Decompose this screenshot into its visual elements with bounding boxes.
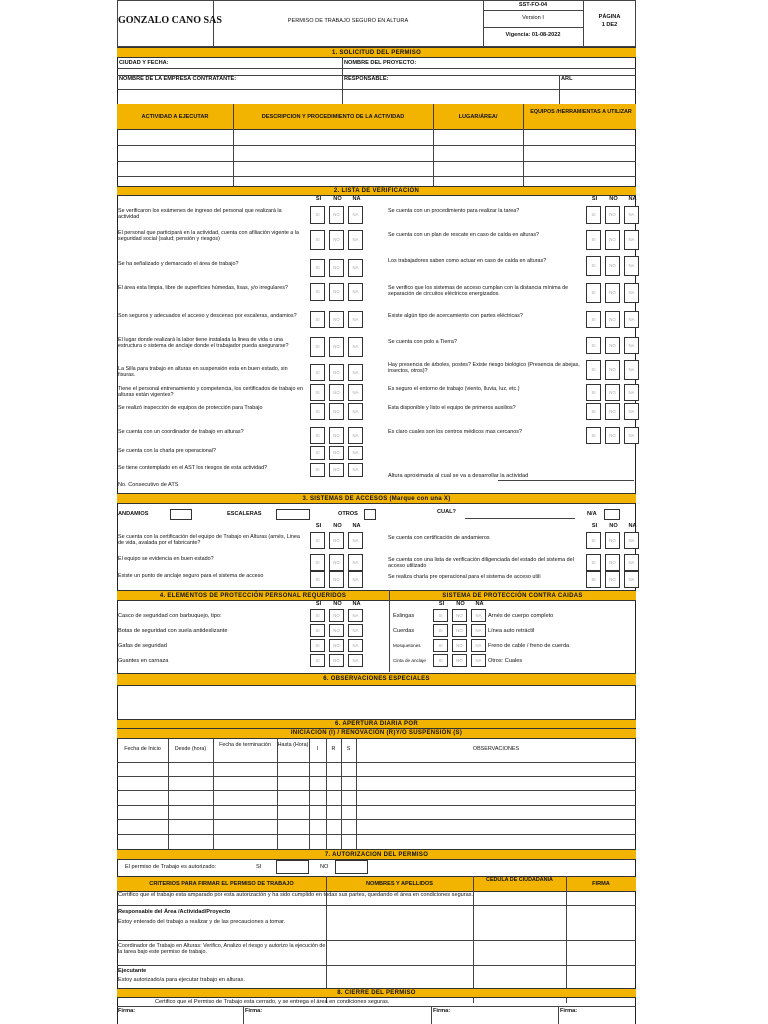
col-no-label: NO bbox=[333, 601, 342, 607]
col-si-label: SI bbox=[438, 601, 445, 607]
check-right-7: Hay presencia de árboles, postes? Existe riesgo biológico (Presencia de abejas, insectos, otros)? bbox=[388, 362, 580, 375]
check-left-12-si-checkbox[interactable]: SI bbox=[310, 463, 325, 477]
section-6b-title: 6. APERTURA DIARIA POR bbox=[117, 719, 636, 729]
col-si-label: SI bbox=[591, 523, 598, 529]
fall-mid-4: Cinta de anclaje bbox=[393, 658, 426, 663]
check-right-1-si-checkbox[interactable]: SI bbox=[586, 206, 601, 224]
access-right-1-na-checkbox[interactable]: NA bbox=[624, 532, 639, 549]
col-na-label: NA bbox=[628, 523, 637, 529]
check-right-6-no-checkbox[interactable]: NO bbox=[605, 337, 620, 354]
check-right-2: Se cuenta con un plan de rescate en caso de caída en alturas? bbox=[388, 232, 540, 238]
apertura-col-5: I bbox=[316, 746, 319, 752]
access-left-1-na-checkbox[interactable]: NA bbox=[348, 532, 363, 549]
check-left-3-si-checkbox[interactable]: SI bbox=[310, 259, 325, 277]
check-left-11-no-checkbox[interactable]: NO bbox=[329, 446, 344, 460]
check-left-11-si-checkbox[interactable]: SI bbox=[310, 446, 325, 460]
ppe-3-na-checkbox[interactable]: NA bbox=[348, 639, 363, 652]
apertura-row bbox=[117, 805, 636, 806]
access-left-2-no-checkbox[interactable]: NO bbox=[329, 554, 344, 571]
check-right-3: Los trabajadores saben como actuar en caso de caída en alturas? bbox=[388, 258, 547, 264]
check-right-9-si-checkbox[interactable]: SI bbox=[586, 403, 601, 420]
check-left-8: Tiene el personal entrenamiento y competencia, los certificados de trabajo en alturas están vigentes? bbox=[118, 386, 303, 399]
access-right-3-no-checkbox[interactable]: NO bbox=[605, 571, 620, 588]
col-no-label: NO bbox=[609, 523, 618, 529]
check-left-9-na-checkbox[interactable]: NA bbox=[348, 403, 363, 420]
col-na-label: NA bbox=[352, 523, 361, 529]
check-left-4: El área esta limpia, libre de superficies húmedas, lisas, y/o irregulares? bbox=[118, 285, 288, 291]
ejecutante-title: Ejecutante bbox=[118, 968, 147, 974]
check-left-3-no-checkbox[interactable]: NO bbox=[329, 259, 344, 277]
check-right-6: Se cuenta con polo a Tierra? bbox=[388, 339, 457, 345]
ppe-3-no-checkbox[interactable]: NO bbox=[329, 639, 344, 652]
check-left-11-na-checkbox[interactable]: NA bbox=[348, 446, 363, 460]
apertura-col-3: Fecha de terminación bbox=[219, 742, 271, 748]
check-left-8-no-checkbox[interactable]: NO bbox=[329, 384, 344, 401]
check-left-5-no-checkbox[interactable]: NO bbox=[329, 311, 344, 328]
check-left-7-si-checkbox[interactable]: SI bbox=[310, 364, 325, 381]
check-left-5-na-checkbox[interactable]: NA bbox=[348, 311, 363, 328]
fall-mid-3-na-checkbox[interactable]: NA bbox=[471, 639, 486, 652]
check-right-7-si-checkbox[interactable]: SI bbox=[586, 360, 601, 380]
apertura-col-divider bbox=[277, 739, 278, 849]
check-left-5: Son seguros y adecuados el acceso y descenso por escaleras, andamios? bbox=[118, 313, 297, 319]
ppe-3: Gafas de seguridad bbox=[118, 643, 167, 649]
check-left-2-na-checkbox[interactable]: NA bbox=[348, 230, 363, 250]
check-right-6-na-checkbox[interactable]: NA bbox=[624, 337, 639, 354]
section-6-title: 6. OBSERVACIONES ESPECIALES bbox=[117, 673, 636, 686]
apertura-col-2: Desde (hora) bbox=[174, 746, 207, 752]
section-6b-subtitle: INICIACIÓN (I) / RENOVACIÓN (R)Y/O SUSPENSIÓN (S) bbox=[117, 729, 636, 739]
check-right-4-no-checkbox[interactable]: NO bbox=[605, 283, 620, 303]
access-left-1-no-checkbox[interactable]: NO bbox=[329, 532, 344, 549]
apertura-col-divider bbox=[213, 739, 214, 849]
access-right-1-no-checkbox[interactable]: NO bbox=[605, 532, 620, 549]
check-left-4-na-checkbox[interactable]: NA bbox=[348, 283, 363, 301]
check-right-9: Esta disponible y listo el equipo de primeros auxilios? bbox=[388, 405, 516, 411]
access-right-1-si-checkbox[interactable]: SI bbox=[586, 532, 601, 549]
apertura-row bbox=[117, 790, 636, 791]
access-right-3-si-checkbox[interactable]: SI bbox=[586, 571, 601, 588]
check-left-3-na-checkbox[interactable]: NA bbox=[348, 259, 363, 277]
autorizado-si-box[interactable] bbox=[276, 860, 309, 874]
check-left-7-no-checkbox[interactable]: NO bbox=[329, 364, 344, 381]
proyecto-label: NOMBRE DEL PROYECTO: bbox=[344, 60, 417, 66]
check-right-2-no-checkbox[interactable]: NO bbox=[605, 230, 620, 250]
col-descripcion: DESCRIPCION Y PROCEDIMIENTO DE LA ACTIVIDAD bbox=[261, 114, 405, 120]
ppe-2: Botas de seguridad con suela antideslizante bbox=[118, 628, 228, 634]
cedula-col: CEDULA DE CIUDADANIA bbox=[486, 877, 553, 883]
apertura-col-divider bbox=[309, 739, 310, 849]
check-right-10-na-checkbox[interactable]: NA bbox=[624, 427, 639, 444]
check-left-7: La Silla para trabajo en alturas en suspensión esta en buen estado, sin fisuras. bbox=[118, 366, 288, 379]
ppe-1-si-checkbox[interactable]: SI bbox=[310, 609, 325, 622]
ppe-4-si-checkbox[interactable]: SI bbox=[310, 654, 325, 667]
check-right-8-na-checkbox[interactable]: NA bbox=[624, 384, 639, 401]
otros-label: OTROS bbox=[338, 511, 358, 517]
check-left-9-si-checkbox[interactable]: SI bbox=[310, 403, 325, 420]
apertura-col-divider bbox=[326, 739, 327, 849]
cierre-firma-1: Firma: bbox=[118, 1008, 136, 1014]
fall-right-1: Arnés de cuerpo completo bbox=[488, 613, 554, 619]
section-4-title: 4. ELEMENTOS DE PROTECCIÓN PERSONAL REQUERIDOS bbox=[117, 590, 389, 601]
check-left-10-no-checkbox[interactable]: NO bbox=[329, 427, 344, 444]
check-left-10-na-checkbox[interactable]: NA bbox=[348, 427, 363, 444]
certifico-text: Certifico que el trabajo esta amparado por esta autorización y ha sido cumplido en todas sus partes, quedando el área en condiciones seguras. bbox=[118, 892, 474, 898]
col-si-label: SI bbox=[315, 601, 322, 607]
check-left-4-no-checkbox[interactable]: NO bbox=[329, 283, 344, 301]
apertura-col-4: Hasta (Hora) bbox=[277, 742, 309, 748]
coordinador-desc: Coordinador de Trabajo en Alturas: Verifico, Analizo el riesgo y autorizo la ejecución de la tarea bajo este permiso de trabajo. bbox=[118, 943, 326, 956]
check-left-6-si-checkbox[interactable]: SI bbox=[310, 337, 325, 357]
responsable-desc: Estoy enterado del trabajo a realizar y de las precauciones a tomar. bbox=[118, 919, 286, 925]
escaleras-box[interactable] bbox=[276, 509, 310, 520]
nombres-col: NOMBRES Y APELLIDOS bbox=[365, 881, 434, 887]
cierre-firma-2: Firma: bbox=[245, 1008, 263, 1014]
form-version: Version I bbox=[522, 15, 544, 21]
fall-mid-1: Eslingas bbox=[393, 613, 415, 619]
section-8-title: 8. CIERRE DEL PERMISO bbox=[117, 988, 636, 998]
check-left-6: El lugar donde realizará la labor tiene instalada la linea de vida o una estructura o sistema de anclaje donde el trabajador pueda asegurarse? bbox=[118, 337, 289, 350]
access-right-1: Se cuenta con certificación de andamieros bbox=[388, 535, 490, 541]
autorizado-no-box[interactable] bbox=[335, 860, 368, 874]
ppe-4-na-checkbox[interactable]: NA bbox=[348, 654, 363, 667]
autorizado-si: SI bbox=[256, 864, 262, 870]
check-right-1: Se cuenta con un procedimiento para realizar la tarea? bbox=[388, 208, 520, 214]
form-vigencia: Vigencia: 01-08-2022 bbox=[505, 32, 561, 38]
apertura-col-divider bbox=[341, 739, 342, 849]
fall-right-3: Freno de cable / freno de cuerda bbox=[488, 643, 570, 649]
fall-mid-3-no-checkbox[interactable]: NO bbox=[452, 639, 467, 652]
col-actividad: ACTIVIDAD A EJECUTAR bbox=[141, 114, 209, 120]
apertura-col-8: OBSERVACIONES bbox=[472, 746, 520, 752]
section-2-title: 2. LISTA DE VERIFICACIÓN bbox=[117, 186, 636, 196]
check-left-6-no-checkbox[interactable]: NO bbox=[329, 337, 344, 357]
fall-mid-2-na-checkbox[interactable]: NA bbox=[471, 624, 486, 637]
ppe-1: Casco de seguridad con barbuquejo, tipo: bbox=[118, 613, 222, 619]
ppe-4: Guantes en carnaza bbox=[118, 658, 169, 664]
andamios-box[interactable] bbox=[170, 509, 192, 520]
andamios-label: ANDAMIOS bbox=[118, 511, 149, 517]
check-left-12: Se tiene contemplado en el AST los riesgos de esta actividad? bbox=[118, 465, 268, 471]
na-label: N/A bbox=[587, 511, 597, 517]
check-left-1: Se verificaron los exámenes de ingreso del personal que realizará la actividad bbox=[118, 208, 282, 221]
col-na-label: NA bbox=[628, 196, 637, 202]
apertura-col-1: Fecha de Inicio bbox=[124, 746, 161, 752]
arl-label: ARL bbox=[561, 76, 573, 82]
access-left-2-na-checkbox[interactable]: NA bbox=[348, 554, 363, 571]
apertura-row bbox=[117, 762, 636, 763]
check-left-2-no-checkbox[interactable]: NO bbox=[329, 230, 344, 250]
cierre-divider bbox=[243, 1006, 244, 1024]
check-right-9-na-checkbox[interactable]: NA bbox=[624, 403, 639, 420]
ppe-2-si-checkbox[interactable]: SI bbox=[310, 624, 325, 637]
check-right-4-si-checkbox[interactable]: SI bbox=[586, 283, 601, 303]
fall-mid-3-si-checkbox[interactable]: SI bbox=[433, 639, 448, 652]
fall-right-4: Otros: Cuales bbox=[488, 658, 523, 664]
form-title: PERMISO DE TRABAJO SEGURO EN ALTURA bbox=[287, 18, 409, 24]
fall-mid-2-si-checkbox[interactable]: SI bbox=[433, 624, 448, 637]
access-right-2: Se cuenta con una lista de verificación diligenciada del estado del sistema del acceso utilizado bbox=[388, 557, 574, 570]
check-left-3: Se ha señalizado y demarcado el área de trabajo? bbox=[118, 261, 239, 267]
check-left-12-no-checkbox[interactable]: NO bbox=[329, 463, 344, 477]
access-left-3-no-checkbox[interactable]: NO bbox=[329, 571, 344, 588]
check-right-4-na-checkbox[interactable]: NA bbox=[624, 283, 639, 303]
check-left-1-si-checkbox[interactable]: SI bbox=[310, 206, 325, 224]
access-left-3-na-checkbox[interactable]: NA bbox=[348, 571, 363, 588]
access-right-3: Se realiza charla pre operacional para el sistema de acceso utili bbox=[388, 574, 541, 580]
apertura-col-6: R bbox=[331, 746, 336, 752]
col-si-label: SI bbox=[315, 523, 322, 529]
ejecutante-desc: Estoy autorizado/a para ejecutar trabajo en alturas. bbox=[118, 977, 245, 983]
ppe-1-na-checkbox[interactable]: NA bbox=[348, 609, 363, 622]
check-right-8: Es seguro el entorno de trabajo (viento, lluvia, luz, etc.) bbox=[388, 386, 520, 392]
check-left-10-si-checkbox[interactable]: SI bbox=[310, 427, 325, 444]
check-right-7-no-checkbox[interactable]: NO bbox=[605, 360, 620, 380]
access-right-2-no-checkbox[interactable]: NO bbox=[605, 554, 620, 571]
check-left-1-na-checkbox[interactable]: NA bbox=[348, 206, 363, 224]
fall-mid-2: Cuerdas bbox=[393, 628, 415, 634]
check-left-7-na-checkbox[interactable]: NA bbox=[348, 364, 363, 381]
col-na-label: NA bbox=[475, 601, 484, 607]
access-left-2-si-checkbox[interactable]: SI bbox=[310, 554, 325, 571]
cierre-divider bbox=[558, 1006, 559, 1024]
fall-mid-1-no-checkbox[interactable]: NO bbox=[452, 609, 467, 622]
col-no-label: NO bbox=[333, 196, 342, 202]
check-left-5-si-checkbox[interactable]: SI bbox=[310, 311, 325, 328]
fall-mid-4-no-checkbox[interactable]: NO bbox=[452, 654, 467, 667]
check-right-3-si-checkbox[interactable]: SI bbox=[586, 256, 601, 276]
check-left-2-si-checkbox[interactable]: SI bbox=[310, 230, 325, 250]
firma-col: FIRMA bbox=[592, 881, 610, 887]
check-right-8-si-checkbox[interactable]: SI bbox=[586, 384, 601, 401]
autorizado-no: NO bbox=[320, 864, 329, 870]
escaleras-label: ESCALERAS bbox=[227, 511, 262, 517]
cierre-text: Certifico que el Permiso de Trabajo esta cerrado, y se entrega el área en condiciones seguras. bbox=[155, 999, 390, 1005]
section-7-title: 7. AUTORIZACION DEL PERMISO bbox=[117, 849, 636, 860]
access-left-2: El equipo se evidencia en buen estado? bbox=[118, 556, 214, 562]
col-equipos: EQUIPOS /HERRAMIENTAS A UTILIZAR bbox=[530, 109, 632, 115]
check-right-5-si-checkbox[interactable]: SI bbox=[586, 311, 601, 328]
access-right-3-na-checkbox[interactable]: NA bbox=[624, 571, 639, 588]
check-right-3-no-checkbox[interactable]: NO bbox=[605, 256, 620, 276]
empresa-label: NOMBRE DE LA EMPRESA CONTRATANTE: bbox=[119, 76, 237, 82]
ciudad-fecha-label: CIUDAD Y FECHA: bbox=[119, 60, 169, 66]
access-left-1-si-checkbox[interactable]: SI bbox=[310, 532, 325, 549]
ppe-2-no-checkbox[interactable]: NO bbox=[329, 624, 344, 637]
check-left-4-si-checkbox[interactable]: SI bbox=[310, 283, 325, 301]
criterios-col: CRITERIOS PARA FIRMAR EL PERMISO DE TRABAJO bbox=[149, 881, 294, 887]
ppe-1-no-checkbox[interactable]: NO bbox=[329, 609, 344, 622]
apertura-row bbox=[117, 819, 636, 820]
cierre-firma-3: Firma: bbox=[433, 1008, 451, 1014]
autorizado-label: El permiso de Trabajo es autorizado: bbox=[125, 864, 217, 870]
access-left-3-si-checkbox[interactable]: SI bbox=[310, 571, 325, 588]
access-left-1: Se cuenta con la certificación del equipo de Trabajo en Alturas (arnés, Linea de vida, avalada por el fabricante? bbox=[118, 534, 300, 547]
check-right-1-na-checkbox[interactable]: NA bbox=[624, 206, 639, 224]
check-left-11: Se cuenta con la charla pre operacional? bbox=[118, 448, 216, 454]
check-left-6-na-checkbox[interactable]: NA bbox=[348, 337, 363, 357]
check-right-2-si-checkbox[interactable]: SI bbox=[586, 230, 601, 250]
col-lugar: LUGAR/ÁREA/ bbox=[458, 114, 498, 120]
col-na-label: NA bbox=[352, 601, 361, 607]
section-3-title: 3. SISTEMAS DE ACCESOS (Marque con una X) bbox=[117, 493, 636, 504]
access-left-3: Existe un punto de anclaje seguro para el sistema de acceso bbox=[118, 573, 264, 579]
check-left-2: El personal que participará en la actividad, cuenta con afiliación vigente a la seguridad social (salud; pensión y riesgos) bbox=[118, 230, 299, 243]
apertura-row bbox=[117, 834, 636, 835]
col-si-label: SI bbox=[591, 196, 598, 202]
check-right-10: Es claro cuales son los centros médicos mas cercanos? bbox=[388, 429, 522, 435]
company-name: GONZALO CANO SAS bbox=[118, 15, 222, 26]
apertura-col-7: S bbox=[346, 746, 351, 752]
col-no-label: NO bbox=[456, 601, 465, 607]
check-right-3-na-checkbox[interactable]: NA bbox=[624, 256, 639, 276]
apertura-row bbox=[117, 776, 636, 777]
check-right-5-na-checkbox[interactable]: NA bbox=[624, 311, 639, 328]
consecutivo-label: No. Consecutivo de ATS bbox=[118, 482, 179, 488]
responsable-label: RESPONSABLE: bbox=[344, 76, 389, 82]
check-left-1-no-checkbox[interactable]: NO bbox=[329, 206, 344, 224]
check-left-10: Se cuenta con un coordinador de trabajo en alturas? bbox=[118, 429, 244, 435]
check-left-9: Se realizó inspección de equipos de protección para Trabajo bbox=[118, 405, 263, 411]
check-right-5-no-checkbox[interactable]: NO bbox=[605, 311, 620, 328]
check-right-8-no-checkbox[interactable]: NO bbox=[605, 384, 620, 401]
fall-right-2: Línea auto retráctil bbox=[488, 628, 535, 634]
page-number: 1 DE2 bbox=[601, 22, 618, 28]
altura-label: Altura aproximada al cual se va a desarrollar la actividad bbox=[388, 473, 529, 479]
page-label: PÁGINA bbox=[598, 14, 621, 20]
otros-box[interactable] bbox=[364, 509, 376, 520]
form-code: SST-FO-04 bbox=[518, 2, 548, 8]
fall-mid-4-si-checkbox[interactable]: SI bbox=[433, 654, 448, 667]
ppe-3-si-checkbox[interactable]: SI bbox=[310, 639, 325, 652]
fall-mid-4-na-checkbox[interactable]: NA bbox=[471, 654, 486, 667]
cierre-firma-4: Firma: bbox=[560, 1008, 578, 1014]
access-right-2-si-checkbox[interactable]: SI bbox=[586, 554, 601, 571]
na-box[interactable] bbox=[604, 509, 620, 520]
fall-mid-3: Mosquetones bbox=[393, 643, 421, 648]
apertura-col-divider bbox=[168, 739, 169, 849]
check-left-8-si-checkbox[interactable]: SI bbox=[310, 384, 325, 401]
fall-mid-2-no-checkbox[interactable]: NO bbox=[452, 624, 467, 637]
check-right-10-no-checkbox[interactable]: NO bbox=[605, 427, 620, 444]
cual-label: CUAL? bbox=[437, 509, 456, 515]
cierre-divider bbox=[431, 1006, 432, 1024]
check-right-5: Existe algún tipo de acercamiento con partes eléctricas? bbox=[388, 313, 523, 319]
check-right-7-na-checkbox[interactable]: NA bbox=[624, 360, 639, 380]
col-no-label: NO bbox=[609, 196, 618, 202]
fall-mid-1-si-checkbox[interactable]: SI bbox=[433, 609, 448, 622]
check-left-9-no-checkbox[interactable]: NO bbox=[329, 403, 344, 420]
check-right-6-si-checkbox[interactable]: SI bbox=[586, 337, 601, 354]
fall-mid-1-na-checkbox[interactable]: NA bbox=[471, 609, 486, 622]
check-left-12-na-checkbox[interactable]: NA bbox=[348, 463, 363, 477]
check-right-10-si-checkbox[interactable]: SI bbox=[586, 427, 601, 444]
col-si-label: SI bbox=[315, 196, 322, 202]
col-na-label: NA bbox=[352, 196, 361, 202]
col-no-label: NO bbox=[333, 523, 342, 529]
check-right-4: Se verifico que los sistemas de acceso cumplan con la distancia mínima de separación de circuitos eléctricos energizados. bbox=[388, 285, 569, 298]
access-right-2-na-checkbox[interactable]: NA bbox=[624, 554, 639, 571]
check-right-9-no-checkbox[interactable]: NO bbox=[605, 403, 620, 420]
ppe-4-no-checkbox[interactable]: NO bbox=[329, 654, 344, 667]
fall-protection-title: SISTEMA DE PROTECCIÓN CONTRA CAIDAS bbox=[389, 590, 636, 601]
check-left-8-na-checkbox[interactable]: NA bbox=[348, 384, 363, 401]
apertura-col-divider bbox=[356, 739, 357, 849]
responsable-area: Responsable del Área /Actividad/Proyecto bbox=[118, 909, 231, 915]
check-right-1-no-checkbox[interactable]: NO bbox=[605, 206, 620, 224]
ppe-2-na-checkbox[interactable]: NA bbox=[348, 624, 363, 637]
check-right-2-na-checkbox[interactable]: NA bbox=[624, 230, 639, 250]
section-1-title: 1. SOLICITUD DEL PERMISO bbox=[117, 47, 636, 58]
